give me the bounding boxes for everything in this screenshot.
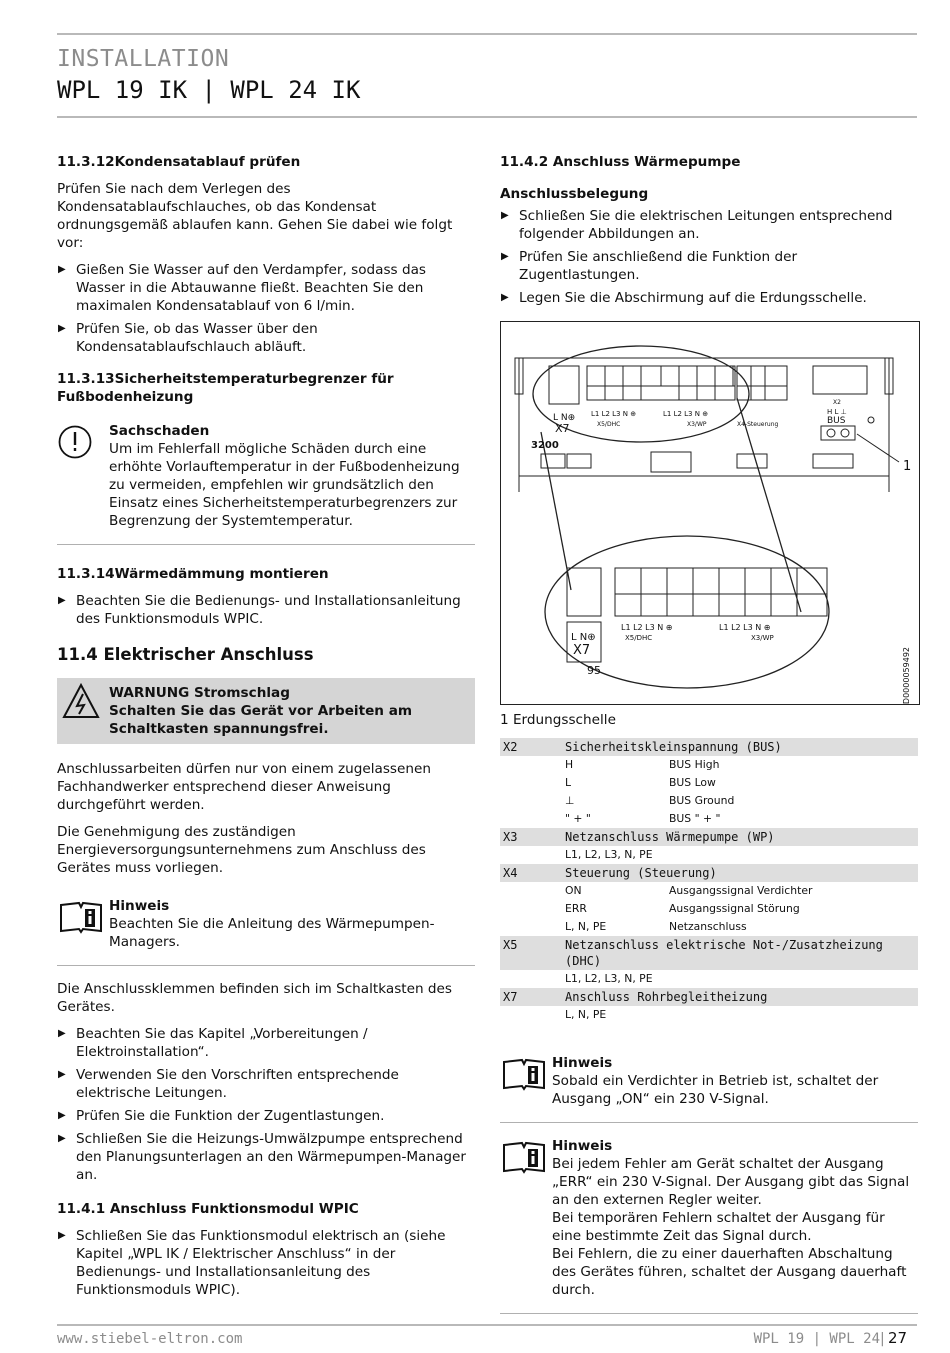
paragraph: Die Anschlussklemmen befinden sich im Schaltkasten des Gerätes.	[57, 981, 452, 1015]
bullet-list	[57, 1227, 475, 1299]
notice-text: Um im Fehlerfall mögliche Schäden durch eine erhöhte Vorlauftemperatur in der Fußbodenheizung zu vermeiden, empfehlen wir grundsätzlich den Einsatz eines Sicherheitstemperaturbegrenzers zur Begrenzung der Systemtemperatur.	[109, 441, 460, 529]
table-row	[500, 1006, 918, 1024]
footer-rule	[57, 1324, 917, 1326]
table-group-row	[500, 864, 918, 882]
hint-box-on	[500, 1054, 918, 1108]
book-info-icon	[57, 899, 105, 940]
table-row	[500, 970, 918, 988]
bullet-list	[57, 1025, 475, 1184]
heading-11-3-12: 11.3.12Kondensatablauf prüfen	[57, 154, 301, 170]
fig-x2: X2	[833, 399, 841, 406]
terminal-key: X5	[500, 936, 562, 970]
table-cell-empty	[500, 882, 562, 900]
hint-text: Sobald ein Verdichter in Betrieb ist, schaltet der Ausgang „ON“ ein 230 V-Signal.	[552, 1073, 879, 1107]
list-item: ▶ Schließen Sie die elektrischen Leitungen entsprechend folgender Abbildungen an.	[500, 207, 918, 243]
table-cell-signal: L, N, PE	[565, 1008, 607, 1021]
table-cell-signal: L1, L2, L3, N, PE	[565, 972, 653, 985]
terminal-drawing	[501, 322, 919, 704]
page-number: 27	[888, 1329, 908, 1347]
table-cell-empty	[500, 846, 562, 864]
heading-11-4: 11.4 Elektrischer Anschluss	[57, 645, 314, 664]
header-rule-bottom	[57, 116, 917, 118]
section-heading: INSTALLATION	[57, 46, 230, 72]
terminal-desc: Netzanschluss elektrische Not-/Zusatzheizung (DHC)	[562, 936, 918, 970]
table-row	[500, 774, 918, 792]
fig-bus: BUS	[827, 416, 846, 426]
terminal-diagram	[500, 321, 920, 705]
right-column	[500, 153, 918, 1328]
heading-11-4-2: 11.4.2 Anschluss Wärmepumpe	[500, 154, 741, 170]
table-row	[500, 882, 918, 900]
zoom-terms-b: L1 L2 L3 N ⊕	[719, 623, 771, 632]
terminal-key: X2	[500, 738, 562, 756]
hint-title: Hinweis	[109, 898, 170, 914]
header-rule-top	[57, 33, 917, 35]
heading-11-4-1: 11.4.1 Anschluss Funktionsmodul WPIC	[57, 1201, 359, 1217]
paragraph: Die Genehmigung des zuständigen Energieversorgungsunternehmens zum Anschluss des Gerätes muss vorliegen.	[57, 824, 426, 876]
fig-x7: X7	[555, 422, 570, 435]
figure-id: D0000059492	[902, 647, 911, 705]
table-cell-empty	[500, 900, 562, 918]
divider	[500, 1122, 918, 1123]
zoom-terms-a: L1 L2 L3 N ⊕	[621, 623, 673, 632]
table-cell-meaning: Ausgangssignal Störung	[669, 902, 800, 915]
hint-box	[57, 897, 475, 951]
table-cell-empty	[500, 756, 562, 774]
warning-title: WARNUNG Stromschlag	[109, 685, 290, 701]
table-row	[500, 810, 918, 828]
fig-lnpe: L N⊕	[553, 413, 576, 423]
list-item: ▶ Verwenden Sie den Vorschriften entsprechende elektrische Leitungen.	[57, 1066, 475, 1102]
book-info-icon	[500, 1139, 548, 1180]
table-cell-meaning: BUS " + "	[669, 812, 721, 825]
zoom-x7: X7	[573, 643, 591, 658]
table-row	[500, 756, 918, 774]
hint-text: Beachten Sie die Anleitung des Wärmepumpen-Managers.	[109, 916, 435, 950]
table-cell-meaning: BUS Ground	[669, 794, 735, 807]
bullet-list	[500, 207, 918, 307]
terminal-desc: Anschluss Rohrbegleitheizung	[562, 988, 918, 1006]
list-item: ▶ Prüfen Sie anschließend die Funktion der Zugentlastungen.	[500, 248, 918, 284]
hint-line: Bei temporären Fehlern schaltet der Ausgang für eine bestimmte Zeit das Signal durch.	[552, 1210, 885, 1244]
zoom-x3: X3/WP	[751, 634, 774, 642]
table-cell-signal: H	[565, 758, 574, 771]
zoom-lnpe: L N⊕	[571, 632, 596, 643]
list-item: ▶ Legen Sie die Abschirmung auf die Erdungsschelle.	[500, 289, 918, 307]
terminal-desc: Steuerung (Steuerung)	[562, 864, 918, 882]
subheading-anschlussbelegung: Anschlussbelegung	[500, 186, 649, 202]
table-group-row	[500, 738, 918, 756]
fig-callout-1: 1	[903, 459, 912, 474]
warning-box	[57, 678, 475, 744]
hint-title: Hinweis	[552, 1138, 613, 1154]
fig-terms-a: L1 L2 L3 N ⊕	[591, 410, 637, 418]
list-item: ▶ Prüfen Sie, ob das Wasser über den Kondensatablaufschlauch abläuft.	[57, 320, 475, 356]
table-cell-empty	[500, 774, 562, 792]
heading-11-3-14: 11.3.14Wärmedämmung montieren	[57, 566, 329, 582]
fig-320: 3200	[531, 440, 559, 451]
terminal-desc: Sicherheitskleinspannung (BUS)	[562, 738, 918, 756]
fig-x4: X4-Steuerung	[737, 421, 779, 428]
hint-title: Hinweis	[552, 1055, 613, 1071]
table-group-row	[500, 828, 918, 846]
table-group-row	[500, 988, 918, 1006]
divider	[57, 544, 475, 545]
figure-legend: 1 Erdungsschelle	[500, 712, 616, 728]
electric-warning-icon	[61, 682, 101, 725]
hint-line: Bei Fehlern, die zu einer dauerhaften Abschaltung des Gerätes führen, schaltet der Ausgang dauerhaft durch.	[552, 1246, 907, 1298]
table-cell-meaning: Ausgangssignal Verdichter	[669, 884, 813, 897]
terminal-key: X3	[500, 828, 562, 846]
table-cell-empty	[500, 792, 562, 810]
left-column	[57, 153, 475, 1308]
divider	[57, 965, 475, 966]
list-item: ▶ Gießen Sie Wasser auf den Verdampfer, sodass das Wasser in die Abtauwanne fließt. Beachten Sie den maximalen Kondensatablauf von 6 l/min.	[57, 261, 475, 315]
terminal-desc: Netzanschluss Wärmepumpe (WP)	[562, 828, 918, 846]
divider	[500, 1313, 918, 1314]
notice-title: Sachschaden	[109, 423, 210, 439]
paragraph: Anschlussarbeiten dürfen nur von einem zugelassenen Fachhandwerker entsprechend dieser Anweisung durchgeführt werden.	[57, 761, 431, 813]
table-cell-signal: L	[565, 776, 572, 789]
table-cell-signal: L, N, PE	[565, 920, 607, 933]
list-item: ▶ Beachten Sie die Bedienungs- und Installationsanleitung des Funktionsmoduls WPIC.	[57, 592, 475, 628]
table-cell-meaning: BUS Low	[669, 776, 716, 789]
terminal-table	[500, 738, 918, 1024]
paragraph: Prüfen Sie nach dem Verlegen des Kondensatablaufschlauches, ob das Kondensat ordnungsgemäß ablaufen kann. Gehen Sie dabei wie folgt vor:	[57, 181, 453, 251]
fig-x3: X3/WP	[687, 421, 707, 428]
table-cell-empty	[500, 918, 562, 936]
hint-line: Bei jedem Fehler am Gerät schaltet der Ausgang „ERR“ ein 230 V-Signal. Der Ausgang gibt das Signal an den externen Regler weiter.	[552, 1156, 910, 1208]
damage-notice	[57, 422, 475, 530]
footer-separator: |	[880, 1331, 885, 1347]
footer-url: www.stiebel-eltron.com	[57, 1331, 243, 1347]
table-group-row	[500, 936, 918, 970]
bullet-list	[57, 261, 475, 356]
table-cell-signal: L1, L2, L3, N, PE	[565, 848, 653, 861]
zoom-95: 95	[587, 664, 601, 677]
table-row	[500, 792, 918, 810]
bullet-list	[57, 592, 475, 628]
terminal-key: X4	[500, 864, 562, 882]
table-cell-signal: ERR	[565, 902, 587, 915]
fig-terms-b: L1 L2 L3 N ⊕	[663, 410, 709, 418]
fig-x5: X5/DHC	[597, 421, 621, 428]
heading-11-3-13: 11.3.13Sicherheitstemperaturbegrenzer für Fußbodenheizung	[57, 371, 394, 405]
terminal-key: X7	[500, 988, 562, 1006]
exclamation-icon	[57, 424, 93, 465]
table-cell-signal: " + "	[565, 812, 591, 825]
zoom-x5: X5/DHC	[625, 634, 653, 642]
footer-models: WPL 19 | WPL 24	[753, 1331, 880, 1347]
table-row	[500, 918, 918, 936]
warning-text: Schalten Sie das Gerät vor Arbeiten am Schaltkasten spannungsfrei.	[109, 703, 413, 737]
table-cell-signal: ⊥	[565, 794, 575, 807]
table-cell-empty	[500, 970, 562, 988]
hint-box-err	[500, 1137, 918, 1299]
table-cell-signal: ON	[565, 884, 582, 897]
list-item: ▶ Prüfen Sie die Funktion der Zugentlastungen.	[57, 1107, 475, 1125]
table-cell-meaning: Netzanschluss	[669, 920, 747, 933]
book-info-icon	[500, 1056, 548, 1097]
table-cell-empty	[500, 810, 562, 828]
table-cell-empty	[500, 1006, 562, 1024]
table-row	[500, 900, 918, 918]
list-item: ▶ Schließen Sie das Funktionsmodul elektrisch an (siehe Kapitel „WPL IK / Elektrischer Anschluss“ in der Bedienungs- und Installationsanleitung des Funktionsmoduls WPIC).	[57, 1227, 475, 1299]
list-item: ▶ Schließen Sie die Heizungs-Umwälzpumpe entsprechend den Planungsunterlagen an den Wärmepumpen-Manager an.	[57, 1130, 475, 1184]
table-row	[500, 846, 918, 864]
list-item: ▶ Beachten Sie das Kapitel „Vorbereitungen / Elektroinstallation“.	[57, 1025, 475, 1061]
fig-hl: H L ⊥	[827, 408, 847, 416]
model-heading: WPL 19 IK | WPL 24 IK	[57, 76, 361, 104]
table-cell-meaning: BUS High	[669, 758, 720, 771]
